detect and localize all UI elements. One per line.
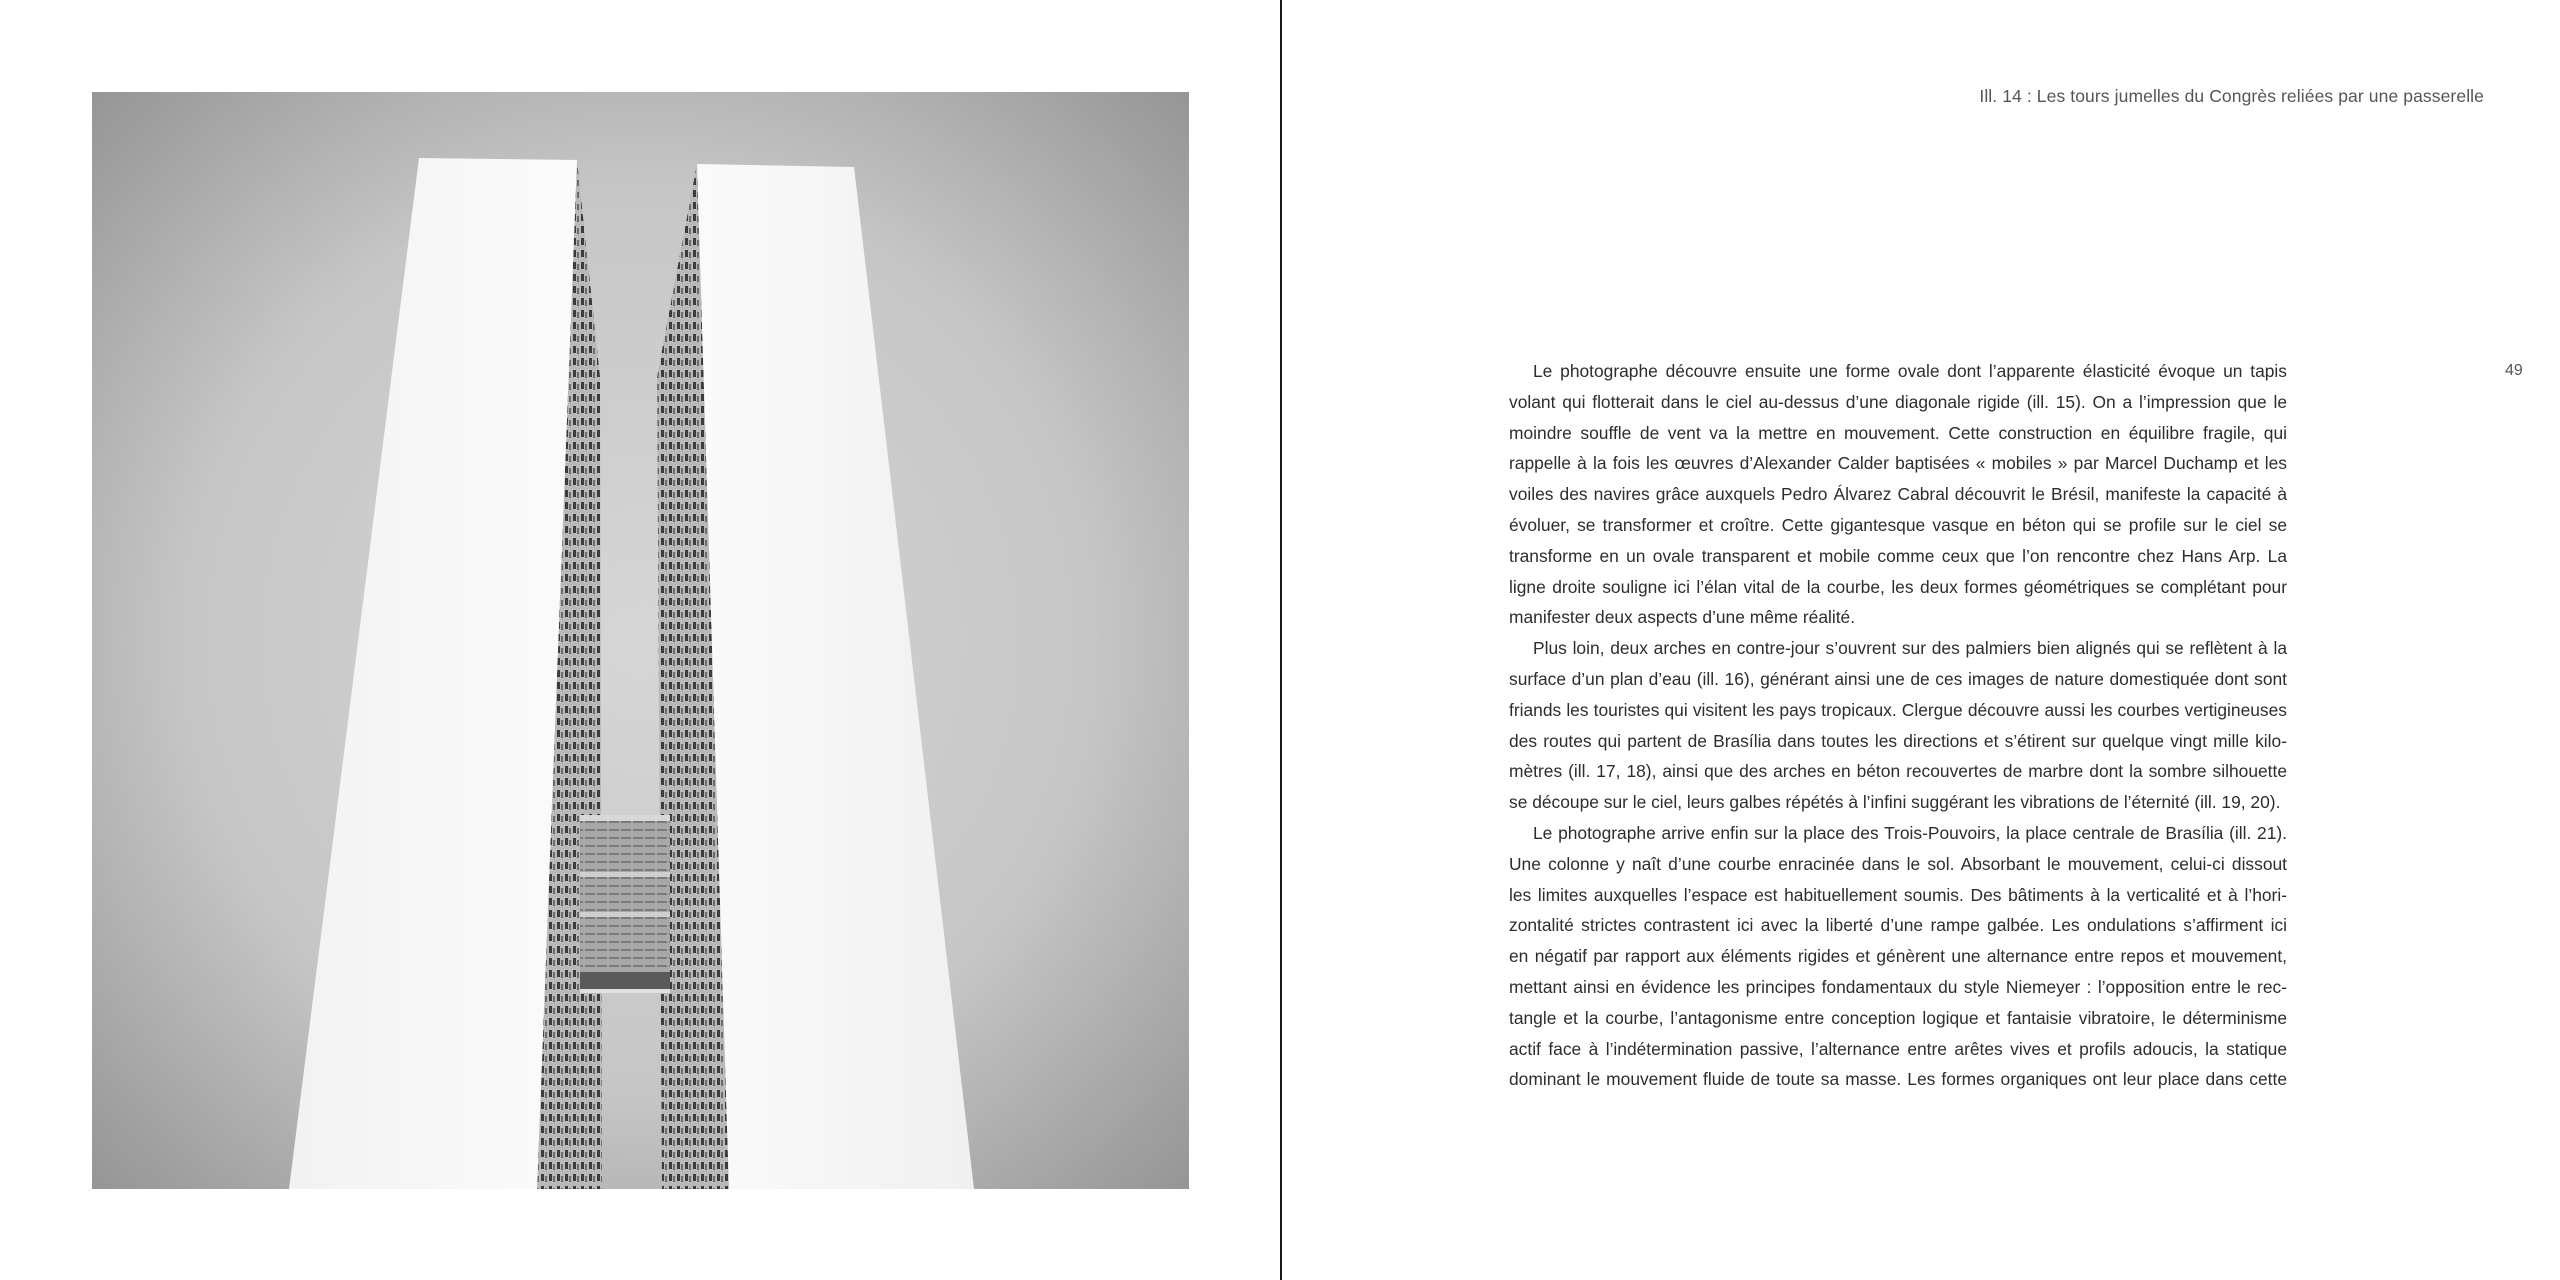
text-line: en négatif par rapport aux éléments rigides et génèrent une alternance entre repos et mouvement,: [1509, 946, 2287, 967]
text-line: mettant ainsi en évidence les principes fondamentaux du style Niemeyer : l’opposition entre le rec-: [1509, 976, 2287, 997]
text-line: surface d’un plan d’eau (ill. 16), générant ainsi une de ces images de nature domestiquée dont sont: [1509, 668, 2287, 689]
text-line: zontalité strictes contrastent ici avec la liberté d’une rampe galbée. Les ondulations s’affirment ici: [1509, 915, 2287, 936]
text-line: mètres (ill. 17, 18), ainsi que des arches en béton recouvertes de marbre dont la sombre silhouette: [1509, 761, 2287, 782]
text-line: Plus loin, deux arches en contre-jour s’ouvrent sur des palmiers bien alignés qui se reflètent à la: [1533, 638, 2287, 659]
paragraph-1: [1509, 356, 2287, 633]
page-number: 49: [2505, 362, 2523, 379]
text-line: dominant le mouvement fluide de toute sa masse. Les formes organiques ont leur place dans cette: [1509, 1069, 2287, 1090]
text-line: friands les touristes qui visitent les pays tropicaux. Clergue découvre aussi les courbes vertigineuses: [1509, 699, 2287, 720]
photo-congress-towers: [92, 92, 1189, 1189]
text-line: moindre souffle de vent va la mettre en mouvement. Cette construction en équilibre fragile, qui: [1509, 422, 2287, 443]
text-line: rappelle à la fois les œuvres d’Alexander Calder baptisées « mobiles » par Marcel Duchamp et les: [1509, 453, 2287, 474]
text-line: se découpe sur le ciel, leurs galbes répétés à l’infini suggérant les vibrations de l’éternité (ill. 19, 20).: [1509, 792, 2281, 813]
text-line: transforme en un ovale transparent et mobile comme ceux que l’on rencontre chez Hans Arp. La: [1509, 545, 2287, 566]
text-line: Le photographe arrive enfin sur la place des Trois-Pouvoirs, la place centrale de Brasília (ill. 21).: [1533, 822, 2287, 843]
text-line: volant qui flotterait dans le ciel au-dessus d’une diagonale rigide (ill. 15). On a l’impression que le: [1509, 391, 2287, 412]
text-line: ligne droite souligne ici l’élan vital de la courbe, les deux formes géométriques se complétant pour: [1509, 576, 2287, 597]
text-line: Une colonne y naît d’une courbe enracinée dans le sol. Absorbant le mouvement, celui-ci dissout: [1509, 853, 2287, 874]
text-line: actif face à l’indétermination passive, l’alternance entre arêtes vives et profils adoucis, la statique: [1509, 1038, 2287, 1059]
text-line: évoluer, se transformer et croître. Cette gigantesque vasque en béton qui se profile sur le ciel se: [1509, 514, 2287, 535]
text-line: des routes qui partent de Brasília dans toutes les directions et s’étirent sur quelque vingt mille kilo-: [1509, 730, 2287, 751]
body-text: [1509, 356, 2287, 1095]
text-line: voiles des navires grâce auxquels Pedro Álvarez Cabral découvrit le Brésil, manifeste la capacité à: [1509, 484, 2287, 505]
paragraph-3: [1509, 818, 2287, 1095]
paragraph-2: [1509, 633, 2287, 818]
bridge: [580, 817, 670, 987]
text-line: Le photographe découvre ensuite une forme ovale dont l’apparente élasticité évoque un tapis: [1533, 361, 2287, 381]
figure-caption: Ill. 14 : Les tours jumelles du Congrès reliées par une passerelle: [1979, 86, 2484, 106]
text-line: tangle et la courbe, l’antagonisme entre conception logique et fantaisie vibratoire, le déterminisme: [1509, 1007, 2287, 1028]
sky: [92, 92, 1189, 1189]
text-line: les limites auxquelles l’espace est habituellement soumis. Des bâtiments à la verticalité et à l’hori-: [1509, 884, 2287, 905]
text-line: manifester deux aspects d’une même réalité.: [1509, 607, 1856, 628]
